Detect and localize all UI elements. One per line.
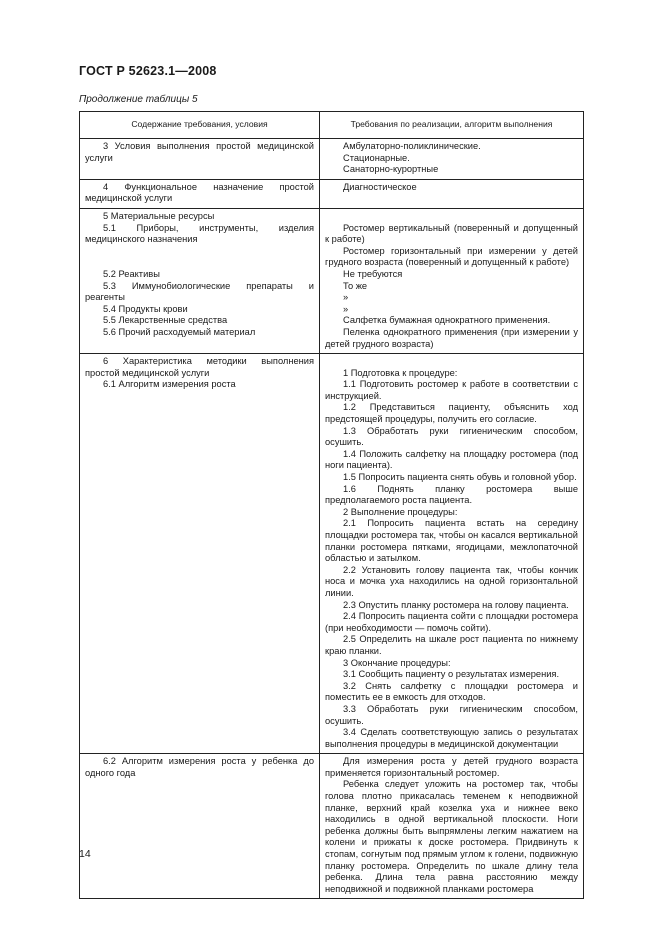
cell-paragraph: Для измерения роста у детей грудного возраста применяется горизонтальный ростомер.	[325, 756, 578, 778]
document-standard-code: ГОСТ Р 52623.1—2008	[79, 64, 217, 78]
cell-paragraph: 1.5 Попросить пациента снять обувь и головной убор.	[343, 472, 577, 483]
cell-paragraph: Диагностическое	[343, 181, 417, 192]
table-continuation-label: Продолжение таблицы 5	[79, 94, 198, 105]
cell-paragraph: 5.5 Лекарственные средства	[103, 315, 228, 326]
cell-paragraph: 3.2 Снять салфетку с площадки ростомера и поместить ее в емкость для отходов.	[325, 680, 578, 703]
cell-spacer	[325, 356, 578, 368]
cell-paragraph: 4 Функциональное назначение простой медицинской услуги	[85, 181, 314, 204]
requirement-cell	[80, 139, 320, 180]
cell-paragraph: 2.1 Попросить пациента встать на середину площадки ростомера так, чтобы он касался вертикальной планки ростомера пятками, ягодицами, межлопаточной областью и затылком.	[325, 518, 578, 564]
cell-paragraph: »	[343, 303, 349, 314]
requirement-cell	[80, 179, 320, 208]
cell-paragraph: 1.1 Подготовить ростомер к работе в соответствии с инструкцией.	[325, 379, 578, 401]
header-implementation: Требования по реализации, алгоритм выполнения	[320, 112, 584, 139]
cell-paragraph: Ребенка следует уложить на ростомер так, чтобы голова плотно прикасалась теменем к неподвижной планке, верхний край козелка уха и нижнее веко находились в одной вертикальной плоскости. Ноги ребенка должны быть выпрямлены легким нажатием на колени и прижаты к доске ростомера. Придвинуть к стопам, согнутым под прямым углом к голени, подвижную планку ростомера. Определить по шкале длину тела ребенка. Длина тела равна расстоянию между неподвижной и подвижной планками ростомера	[325, 779, 578, 894]
implementation-cell	[320, 208, 584, 353]
cell-spacer	[325, 211, 578, 223]
cell-paragraph: 5.4 Продукты крови	[103, 303, 188, 314]
cell-paragraph: 1.2 Представиться пациенту, объяснить ход предстоящей процедуры, получить его согласие.	[325, 402, 578, 425]
cell-paragraph: 6 Характеристика методики выполнения простой медицинской услуги	[85, 356, 314, 378]
cell-paragraph: 2.2 Установить голову пациента так, чтобы кончик носа и мочка уха находились на одной горизонтальной линии.	[325, 564, 578, 598]
cell-paragraph: 1.6 Поднять планку ростомера выше предполагаемого роста пациента.	[325, 483, 578, 506]
cell-paragraph: 1 Подготовка к процедуре:	[343, 367, 458, 378]
implementation-cell	[320, 139, 584, 180]
cell-paragraph: Ростомер горизонтальный при измерении у детей грудного возраста (поверенный и допущенный к работе)	[325, 245, 578, 268]
requirement-cell	[80, 754, 320, 899]
cell-paragraph: Не требуются	[343, 268, 403, 279]
cell-paragraph: Ростомер вертикальный (поверенный и допущенный к работе)	[325, 222, 578, 245]
table-row	[80, 139, 584, 180]
implementation-cell	[320, 179, 584, 208]
table-row	[80, 208, 584, 353]
cell-paragraph: 3.1 Сообщить пациенту о результатах измерения.	[343, 669, 560, 680]
cell-paragraph: Амбулаторно-поликлинические.	[343, 141, 481, 151]
cell-paragraph: 2 Выполнение процедуры:	[343, 506, 458, 517]
table-header-row	[80, 112, 584, 139]
cell-paragraph: 2.4 Попросить пациента сойти с площадки ростомера (при необходимости — помочь сойти).	[325, 611, 578, 633]
cell-paragraph: Салфетка бумажная однократного применения.	[343, 315, 551, 326]
table-row	[80, 354, 584, 754]
cell-spacer	[85, 257, 314, 269]
cell-paragraph: 1.3 Обработать руки гигиеническим способом, осушить.	[325, 425, 578, 448]
cell-paragraph: 5.3 Иммунобиологические препараты и реагенты	[85, 280, 314, 303]
implementation-cell	[320, 354, 584, 754]
requirements-table	[79, 111, 584, 899]
cell-paragraph: Санаторно-курортные	[343, 164, 439, 175]
cell-paragraph: 1.4 Положить салфетку на площадку ростомера (под ноги пациента).	[325, 448, 578, 471]
cell-spacer	[85, 246, 314, 258]
requirement-cell	[80, 354, 320, 754]
cell-paragraph: 5 Материальные ресурсы	[103, 210, 215, 221]
cell-paragraph: 6.1 Алгоритм измерения роста	[103, 379, 236, 390]
cell-paragraph: »	[343, 292, 349, 303]
cell-paragraph: 3 Условия выполнения простой медицинской услуги	[85, 141, 314, 163]
cell-paragraph: 3 Окончание процедуры:	[343, 657, 451, 668]
cell-paragraph: 3.4 Сделать соответствующую запись о результатах выполнения процедуры в медицинской документации	[325, 727, 578, 749]
cell-paragraph: Пеленка однократного применения (при измерении у детей грудного возраста)	[325, 326, 578, 349]
cell-paragraph: Стационарные.	[343, 152, 410, 163]
requirement-cell	[80, 208, 320, 353]
table-row	[80, 754, 584, 899]
cell-paragraph: 2.3 Опустить планку ростомера на голову пациента.	[343, 599, 569, 610]
page-number: 14	[79, 848, 91, 860]
cell-paragraph: 5.6 Прочий расходуемый материал	[103, 326, 256, 337]
cell-paragraph: 6.2 Алгоритм измерения роста у ребенка до одного года	[85, 756, 314, 778]
cell-paragraph: 3.3 Обработать руки гигиеническим способом, осушить.	[325, 703, 578, 726]
implementation-cell	[320, 754, 584, 899]
header-requirements: Содержание требования, условия	[80, 112, 320, 139]
table-row	[80, 179, 584, 208]
cell-paragraph: 5.1 Приборы, инструменты, изделия медицинского назначения	[85, 222, 314, 245]
cell-paragraph: То же	[343, 280, 368, 291]
cell-paragraph: 2.5 Определить на шкале рост пациента по нижнему краю планки.	[325, 634, 578, 656]
cell-paragraph: 5.2 Реактивы	[103, 268, 160, 279]
